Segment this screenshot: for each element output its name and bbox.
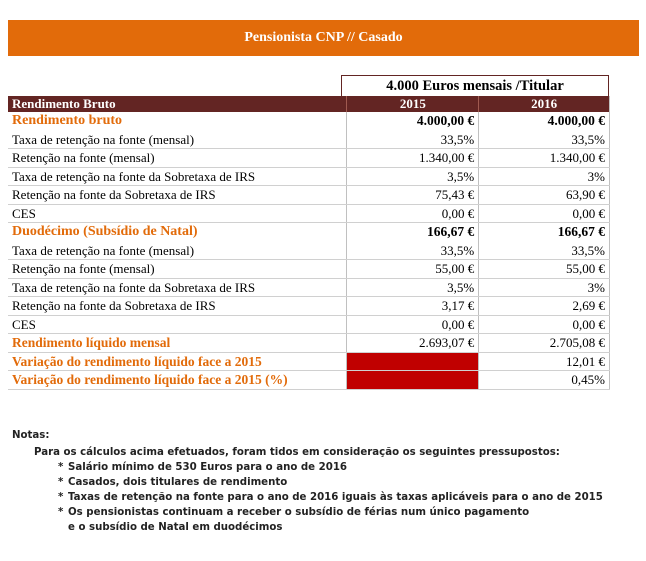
value-2016: 0,00 € [478,316,610,334]
row-label: Taxa de retenção na fonte (mensal) [12,131,195,147]
row-label: Taxa de retenção na fonte da Sobretaxa de IRS [12,279,256,295]
table-row [8,186,610,205]
table-row [8,205,610,224]
note-item [12,462,642,473]
note-continuation: e o subsídio de Natal em duodécimos [68,522,283,533]
row-label: Retenção na fonte (mensal) [12,150,155,165]
header-year-2015: 2015 [346,96,478,112]
value-2016: 1.340,00 € [478,149,610,167]
table-row [8,242,610,261]
value-2016: 63,90 € [478,186,610,204]
value-2016: 3% [478,279,610,297]
row-label: Rendimento bruto [12,113,123,128]
table-row [8,260,610,279]
row-label: Rendimento líquido mensal [12,335,171,350]
value-2015-highlight [346,371,478,389]
value-2016: 55,00 € [478,260,610,278]
notes-section [12,430,642,533]
table-row [8,279,610,298]
table-row [8,149,610,168]
value-2016: 33,5% [478,131,610,149]
header-year-2016: 2016 [478,96,610,112]
table-row [8,353,610,372]
value-2015: 75,43 € [346,186,478,204]
row-label: Taxa de retenção na fonte da Sobretaxa de IRS [12,168,256,184]
notes-intro: Para os cálculos acima efetuados, foram tidos em consideração os seguintes pressupostos: [34,447,560,458]
row-label: Taxa de retenção na fonte (mensal) [12,242,195,258]
value-2016: 4.000,00 € [478,112,610,131]
table-header-row [8,96,610,112]
note-item [12,507,642,518]
value-2015-highlight [346,353,478,371]
value-2015: 55,00 € [346,260,478,278]
row-label: CES [12,316,36,332]
notes-title: Notas: [12,430,50,441]
value-2015: 166,67 € [346,223,478,242]
row-label: CES [12,205,36,221]
value-2015: 33,5% [346,131,478,149]
value-2016: 33,5% [478,242,610,260]
table-row [8,223,610,242]
value-2016: 2,69 € [478,297,610,315]
table-row [8,371,610,390]
bullet-star-icon: * [58,462,64,473]
note-item [12,492,642,503]
row-label: Variação do rendimento líquido face a 2015 (%) [12,372,288,387]
value-2015: 0,00 € [346,316,478,334]
note-text: Os pensionistas continuam a receber o subsídio de férias num único pagamento [68,507,530,518]
note-text: Salário mínimo de 530 Euros para o ano de 2016 [68,462,347,473]
value-2016: 3% [478,168,610,186]
value-2016: 0,00 € [478,205,610,223]
value-2015: 1.340,00 € [346,149,478,167]
table-row [8,112,610,131]
value-2016: 0,45% [478,371,610,389]
row-label: Retenção na fonte da Sobretaxa de IRS [12,187,216,202]
table-row [8,334,610,353]
page-title-banner [8,20,639,56]
row-label: Duodécimo (Subsídio de Natal) [12,224,198,239]
value-2016: 166,67 € [478,223,610,242]
column-group-header: 4.000 Euros mensais /Titular [341,75,609,96]
bullet-star-icon: * [58,477,64,488]
header-label: Rendimento Bruto [12,96,116,111]
table-row [8,168,610,187]
table-row [8,316,610,335]
value-2016: 2.705,08 € [478,334,610,352]
income-table [8,96,610,390]
note-text: Casados, dois titulares de rendimento [68,477,288,488]
row-label: Retenção na fonte da Sobretaxa de IRS [12,298,216,313]
value-2015: 3,5% [346,279,478,297]
value-2015: 4.000,00 € [346,112,478,131]
bullet-star-icon: * [58,492,64,503]
value-2015: 0,00 € [346,205,478,223]
table-row [8,297,610,316]
page-title: Pensionista CNP // Casado [244,30,403,45]
value-2016: 12,01 € [478,353,610,371]
value-2015: 3,17 € [346,297,478,315]
row-label: Retenção na fonte (mensal) [12,261,155,276]
bullet-star-icon: * [58,507,64,518]
table-row [8,131,610,150]
value-2015: 3,5% [346,168,478,186]
value-2015: 33,5% [346,242,478,260]
note-item [12,477,642,488]
row-label: Variação do rendimento líquido face a 2015 [12,353,262,369]
value-2015: 2.693,07 € [346,334,478,352]
note-text: Taxas de retenção na fonte para o ano de 2016 iguais às taxas aplicáveis para o ano de 2015 [68,492,603,503]
